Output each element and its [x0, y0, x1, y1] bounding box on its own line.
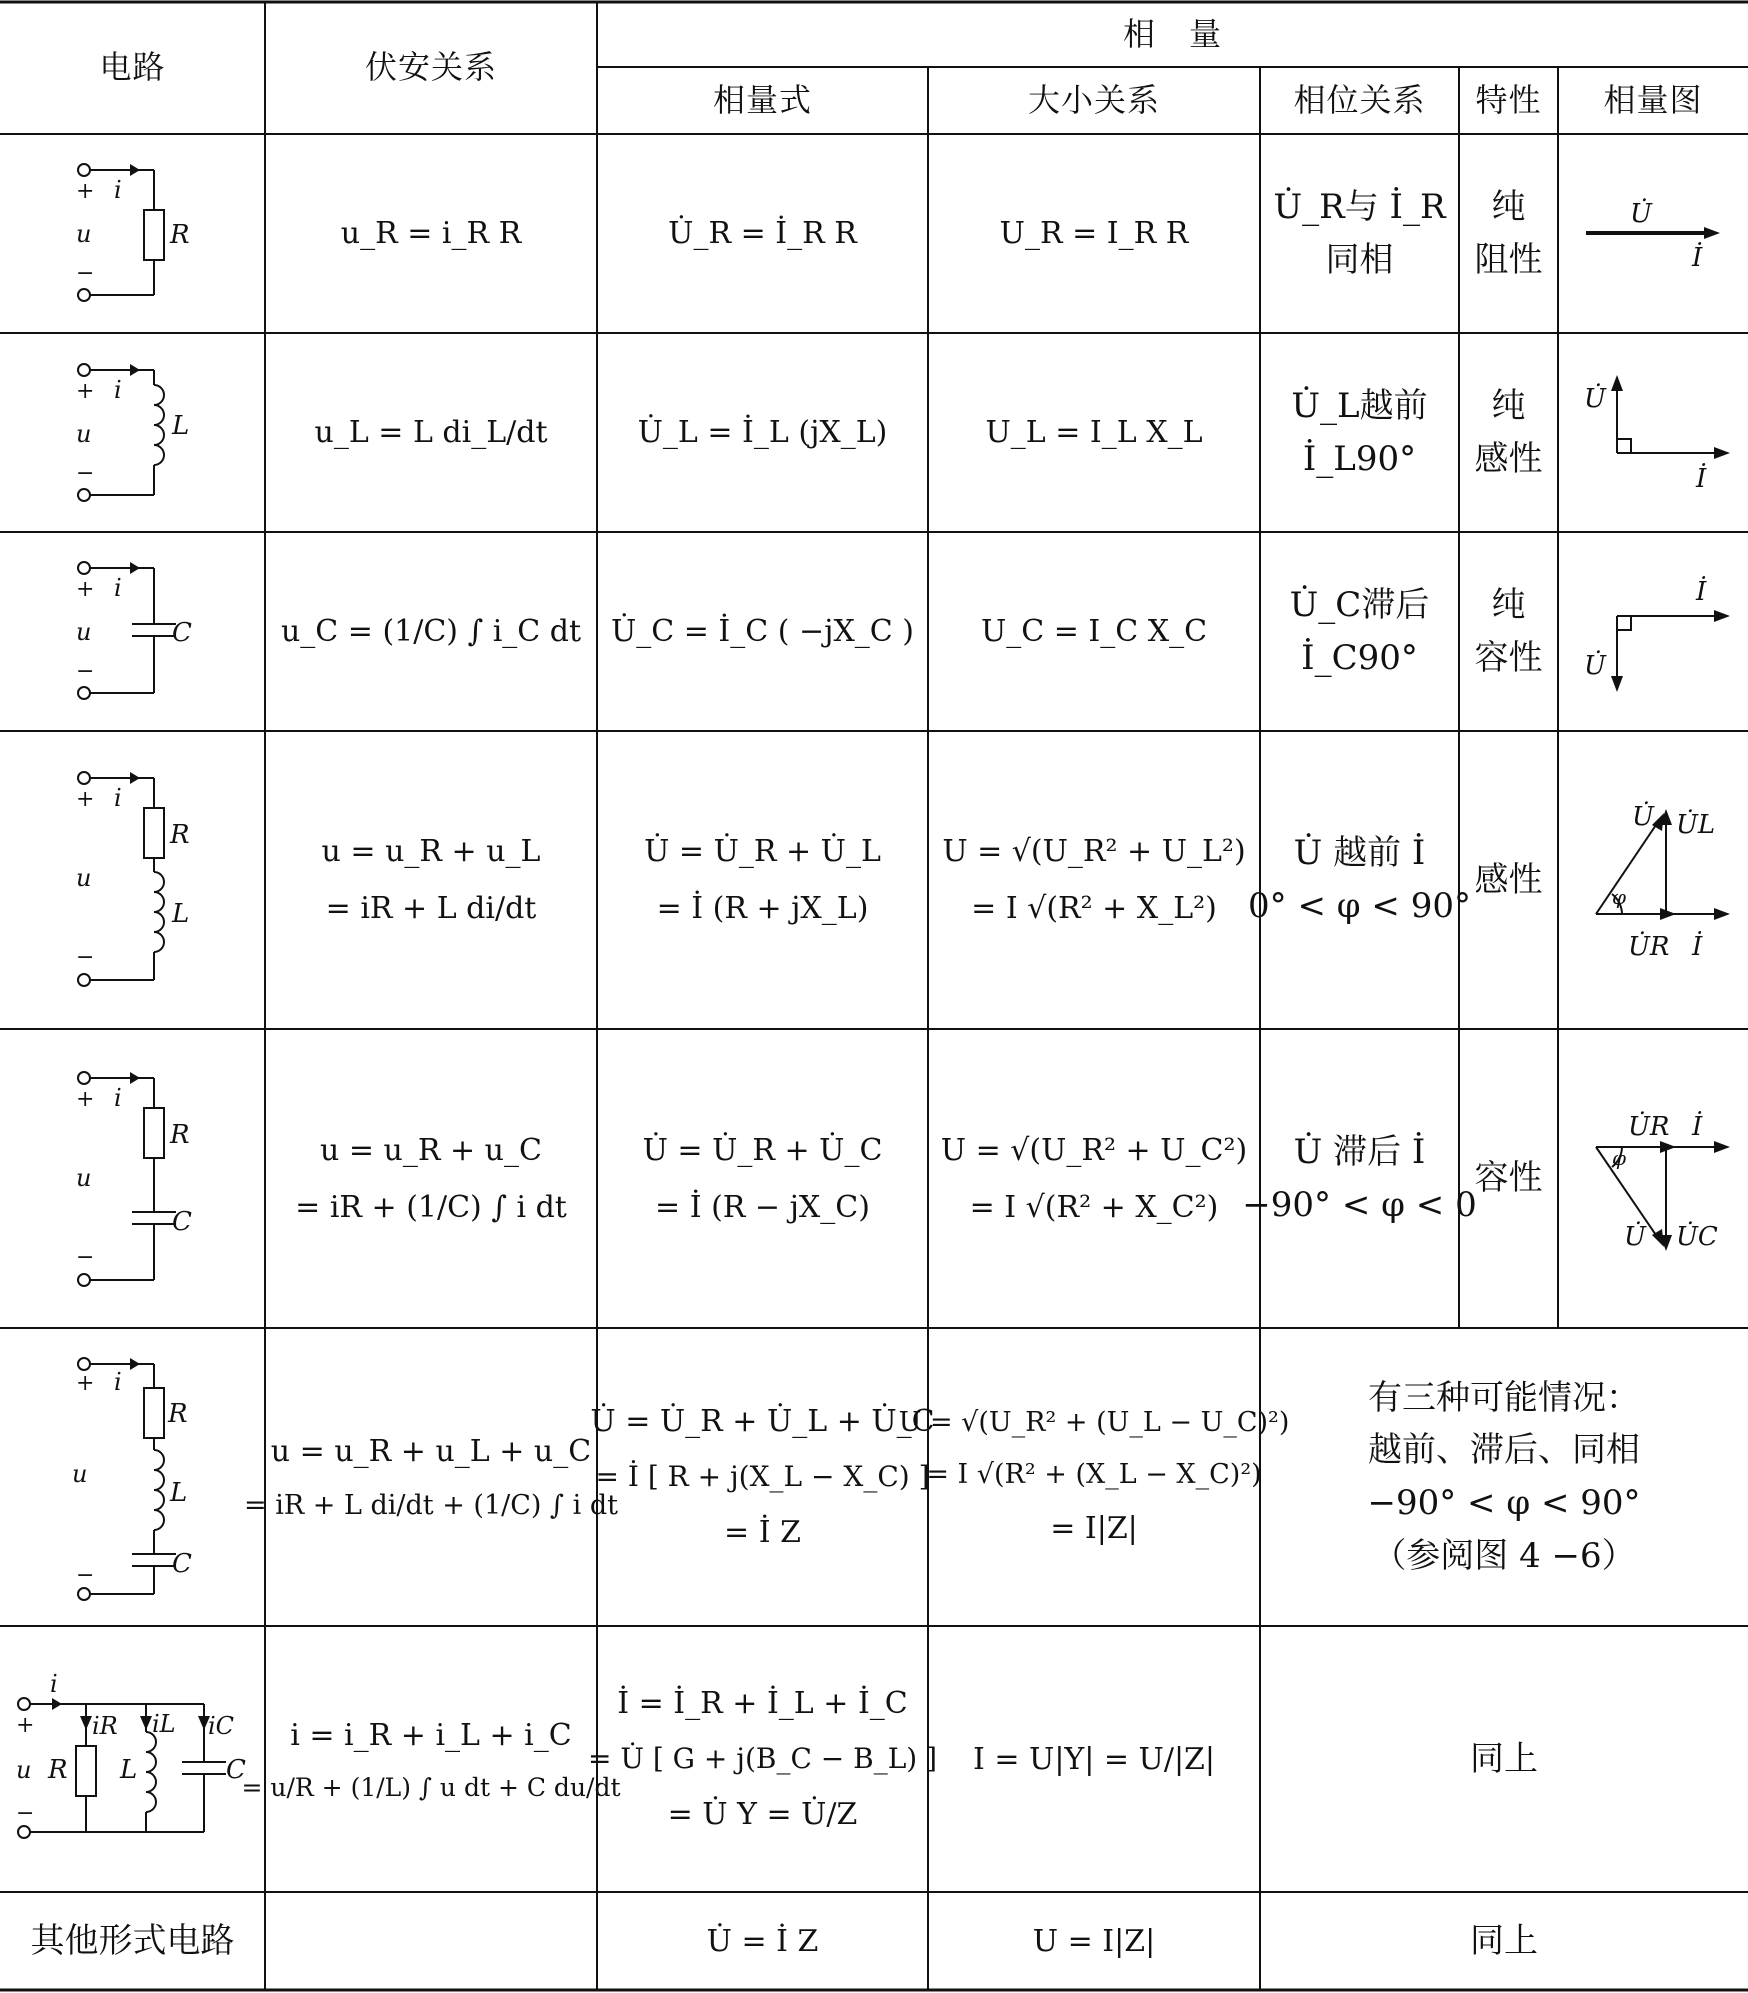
phase-line: İ_L90°	[1302, 438, 1417, 479]
va-relation-rc	[265, 1029, 597, 1328]
phasor-expr-line: U̇ = U̇_R + U̇_C	[642, 1132, 883, 1168]
phase-rc	[1242, 1029, 1477, 1328]
phasor-expr-r	[597, 134, 928, 333]
phasor-diagram-r	[1560, 136, 1746, 331]
circuit-rc-i: i	[114, 1084, 122, 1112]
property-line: 容性	[1474, 637, 1543, 678]
circuit-rlc-diagram	[40, 1346, 230, 1616]
magnitude-line: U = √(U_R² + U_L²)	[942, 834, 1246, 869]
phase-line: U̇_R与 İ_R	[1273, 186, 1446, 227]
phasor-expr-rl	[597, 731, 928, 1029]
phase-line: 0° < φ < 90°	[1248, 886, 1471, 926]
phasor-expr-line: İ = İ_R + İ_L + İ_C	[617, 1686, 908, 1722]
phasor-expr-rc	[597, 1029, 928, 1328]
magnitude-rc	[928, 1029, 1260, 1328]
phasor-ur-label: U̇R	[1628, 1112, 1670, 1142]
phasor-u-label: U̇	[1584, 384, 1606, 414]
va-relation-rlc	[244, 1328, 618, 1626]
magnitude-line: = I √(R² + X_C²)	[969, 1189, 1219, 1225]
property-l	[1459, 333, 1558, 532]
circuit-l-diagram	[40, 350, 230, 520]
phase-note-rlc	[1260, 1328, 1748, 1626]
phasor-expr-line: = İ (R − jX_C)	[655, 1189, 870, 1225]
va-relation-l	[265, 333, 597, 532]
phasor-ul-label: U̇L	[1676, 810, 1716, 840]
phase-note-other	[1260, 1892, 1748, 1990]
property-line: 阻性	[1474, 239, 1543, 280]
phase-c	[1260, 532, 1459, 731]
property-line: 容性	[1474, 1158, 1543, 1199]
circuit-c-i: i	[114, 574, 122, 602]
circuit-rl-i: i	[114, 784, 122, 812]
circuit-rlc-minus: −	[76, 1563, 95, 1588]
circuit-rlc-plus: +	[76, 1371, 95, 1396]
phasor-ur-label: U̇R	[1628, 932, 1670, 962]
note-line: 有三种可能情况：	[1368, 1377, 1640, 1418]
property-line: 感性	[1474, 438, 1543, 479]
phasor-expr-c	[597, 532, 928, 731]
magnitude-line: U_R = I_R R	[999, 216, 1189, 251]
circuit-c-u: u	[76, 618, 92, 646]
phasor-diagram-rl	[1560, 733, 1746, 1027]
magnitude-line: U = I|Z|	[1032, 1923, 1156, 1959]
circuit-rl-label-r: R	[170, 820, 190, 850]
property-line: 感性	[1474, 859, 1543, 900]
header-phasor-expression: 相量式	[712, 80, 812, 119]
phasor-u-label: U̇	[1584, 651, 1606, 681]
circuit-rlc-label-c: C	[172, 1549, 192, 1579]
phasor-i-label: İ	[1696, 577, 1707, 607]
va-relation-r	[265, 134, 597, 333]
magnitude-line: I = U|Y| = U/|Z|	[972, 1741, 1216, 1777]
magnitude-c	[928, 532, 1260, 731]
magnitude-line: = I|Z|	[1050, 1510, 1138, 1546]
circuit-other: 其他形式电路	[30, 1920, 235, 1961]
magnitude-line: U_L = I_L X_L	[985, 415, 1203, 450]
va-line: i = i_R + i_L + i_C	[290, 1717, 572, 1753]
phasor-uc-label: U̇C	[1676, 1222, 1718, 1252]
va-line: u_C = (1/C) ∫ i_C dt	[280, 614, 582, 649]
circuit-rlc-label-l: L	[170, 1478, 188, 1508]
magnitude-other	[928, 1892, 1260, 1990]
header-circuit: 电路	[99, 48, 166, 87]
phase-rl	[1248, 731, 1471, 1029]
phasor-phi-label: φ	[1612, 885, 1627, 909]
property-rl	[1459, 731, 1558, 1029]
phasor-i-label: İ	[1692, 243, 1703, 273]
magnitude-l	[928, 333, 1260, 532]
circuit-rlc-i: i	[114, 1368, 122, 1396]
phasor-expr-line: U̇_C = İ_C ( −jX_C )	[610, 614, 915, 649]
property-rc	[1459, 1029, 1558, 1328]
va-line: u_L = L di_L/dt	[314, 415, 548, 450]
va-line: = iR + (1/C) ∫ i dt	[295, 1189, 567, 1225]
circuit-parallel-label-c: C	[226, 1755, 246, 1785]
circuit-rc-plus: +	[76, 1087, 95, 1112]
circuit-r-diagram	[40, 150, 230, 320]
phasor-u-label: U̇	[1624, 1222, 1646, 1252]
circuit-c-plus: +	[76, 577, 95, 602]
note-line: 同上	[1470, 1738, 1538, 1779]
phasor-phi-label: φ	[1612, 1146, 1627, 1170]
magnitude-line: = I √(R² + X_L²)	[971, 891, 1217, 926]
phase-line: U̇ 越前 İ	[1293, 833, 1426, 874]
circuit-rlc-label-r: R	[168, 1399, 188, 1429]
phasor-expr-l	[597, 333, 928, 532]
header-va-relation: 伏安关系	[364, 48, 497, 87]
phasor-expr-other	[597, 1892, 928, 1990]
phase-r	[1260, 134, 1459, 333]
phasor-expr-line: = U̇ [ G + j(B_C − B_L) ]	[587, 1742, 938, 1776]
circuit-rc-label-c: C	[172, 1207, 192, 1237]
circuit-parallel-minus: −	[16, 1801, 35, 1826]
phasor-expr-line: U̇ = U̇_R + U̇_L + U̇_C	[590, 1404, 935, 1440]
magnitude-r	[928, 134, 1260, 333]
circuit-parallel-label-r: R	[48, 1755, 68, 1785]
circuit-parallel-i: i	[50, 1670, 58, 1698]
circuit-rl-diagram	[40, 750, 230, 1010]
header-property: 特性	[1475, 80, 1542, 119]
circuit-rlc-u: u	[72, 1460, 88, 1488]
circuit-parallel-diagram	[8, 1660, 258, 1860]
header-phase: 相位关系	[1293, 80, 1426, 119]
magnitude-line: = I √(R² + (X_L − X_C)²)	[926, 1458, 1262, 1490]
note-line: 越前、滞后、同相	[1368, 1430, 1640, 1471]
phasor-expr-line: U̇ = İ Z	[706, 1923, 819, 1959]
circuit-parallel-plus: +	[16, 1713, 35, 1738]
note-line: 同上	[1470, 1920, 1538, 1961]
va-line: u = u_R + u_L	[321, 834, 541, 869]
phase-line: −90° < φ < 0	[1242, 1184, 1477, 1225]
magnitude-line: U_C = I_C X_C	[980, 614, 1208, 649]
circuit-rc-label-r: R	[170, 1120, 190, 1150]
phasor-diagram-c	[1560, 534, 1746, 729]
circuit-rl-plus: +	[76, 787, 95, 812]
va-line: u = u_R + u_C	[320, 1132, 542, 1168]
magnitude-parallel	[928, 1626, 1260, 1892]
phasor-expr-line: = U̇ Y = U̇/Z	[667, 1796, 858, 1832]
header-phasor-group: 相 量	[1122, 14, 1222, 53]
phasor-expr-line: = İ [ R + j(X_L − X_C) ]	[595, 1460, 930, 1494]
property-c	[1459, 532, 1558, 731]
circuit-r-i: i	[114, 176, 122, 204]
circuit-parallel-ir: iR	[92, 1712, 118, 1740]
phase-line: U̇_L越前	[1291, 385, 1428, 426]
va-line: = iR + L di/dt + (1/C) ∫ i dt	[244, 1489, 618, 1521]
va-line: u = u_R + u_L + u_C	[270, 1433, 592, 1469]
magnitude-line: U = √(U_R² + (U_L − U_C)²)	[898, 1407, 1290, 1439]
circuit-parallel-ic: iC	[208, 1712, 235, 1740]
phase-line: 同相	[1325, 239, 1394, 280]
phasor-diagram-rc	[1560, 1031, 1746, 1326]
circuit-c-label-c: C	[172, 618, 192, 648]
header-magnitude: 大小关系	[1027, 80, 1160, 119]
phase-note-parallel	[1260, 1626, 1748, 1892]
phasor-expr-rlc	[590, 1328, 935, 1626]
circuit-r-u: u	[76, 220, 92, 248]
phase-line: U̇ 滞后 İ	[1293, 1131, 1426, 1172]
circuit-parallel-label-l: L	[120, 1755, 138, 1785]
phasor-diagram-l	[1560, 335, 1746, 530]
magnitude-line: U = √(U_R² + U_C²)	[940, 1132, 1248, 1168]
circuit-c-diagram	[40, 548, 230, 718]
phasor-i-label: İ	[1692, 932, 1703, 962]
phasor-u-label: U̇	[1630, 199, 1652, 229]
phasor-u-label: U̇	[1632, 802, 1654, 832]
circuit-l-plus: +	[76, 379, 95, 404]
phase-l	[1260, 333, 1459, 532]
note-line: （参阅图 4 −6）	[1372, 1535, 1636, 1576]
property-line: 纯	[1491, 186, 1526, 227]
property-r	[1459, 134, 1558, 333]
circuit-rl-minus: −	[76, 945, 95, 970]
note-line: −90° < φ < 90°	[1367, 1483, 1641, 1523]
circuit-parallel-il: iL	[152, 1710, 176, 1738]
circuit-rl-label-l: L	[172, 899, 190, 929]
circuit-parallel-u: u	[16, 1756, 32, 1784]
phasor-expr-line: U̇ = U̇_R + U̇_L	[644, 834, 881, 869]
circuit-l-minus: −	[76, 461, 95, 486]
magnitude-rlc	[898, 1328, 1290, 1626]
phasor-expr-parallel	[587, 1626, 938, 1892]
phasor-expr-line: = İ Z	[724, 1514, 801, 1550]
property-line: 纯	[1491, 385, 1526, 426]
circuit-l-u: u	[76, 420, 92, 448]
phase-line: U̇_C滞后	[1289, 584, 1430, 625]
circuit-r-label-r: R	[170, 220, 190, 250]
circuit-r-plus: +	[76, 179, 95, 204]
magnitude-rl	[928, 731, 1260, 1029]
circuit-rc-minus: −	[76, 1245, 95, 1270]
circuit-rc-diagram	[40, 1050, 230, 1310]
va-line: u_R = i_R R	[340, 216, 522, 251]
circuit-rc-u: u	[76, 1164, 92, 1192]
circuit-c-minus: −	[76, 659, 95, 684]
va-line: = u/R + (1/L) ∫ u dt + C du/dt	[241, 1772, 621, 1802]
circuit-l-i: i	[114, 376, 122, 404]
circuit-rl-u: u	[76, 864, 92, 892]
phasor-i-label: İ	[1692, 1112, 1703, 1142]
header-phasor-diagram: 相量图	[1603, 80, 1703, 119]
phasor-expr-line: U̇_L = İ_L (jX_L)	[637, 415, 888, 450]
circuit-l-label-l: L	[172, 411, 190, 441]
phasor-expr-line: U̇_R = İ_R R	[668, 216, 857, 251]
phasor-i-label: İ	[1696, 464, 1707, 494]
va-line: = iR + L di/dt	[325, 891, 537, 926]
va-relation-c	[265, 532, 597, 731]
va-relation-rl	[265, 731, 597, 1029]
circuit-r-minus: −	[76, 261, 95, 286]
phasor-expr-line: = İ (R + jX_L)	[656, 891, 869, 926]
property-line: 纯	[1491, 584, 1526, 625]
va-relation-parallel	[241, 1626, 621, 1892]
phase-line: İ_C90°	[1301, 637, 1418, 678]
